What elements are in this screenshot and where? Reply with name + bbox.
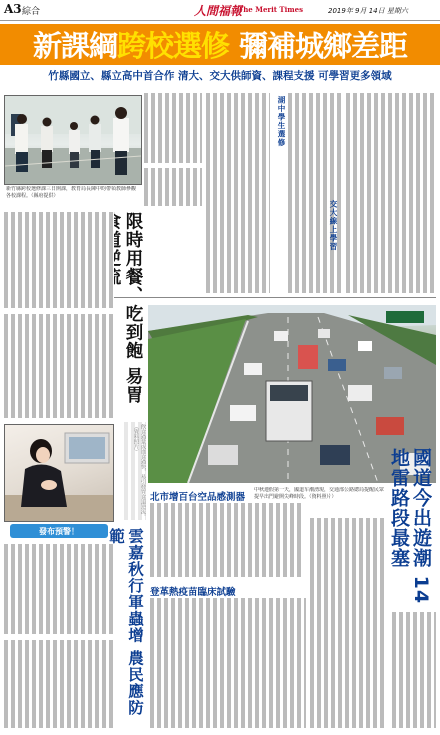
lead-body-text: [346, 93, 436, 293]
dengue-body-text: [150, 598, 306, 728]
bug-label-text: 發布預警！: [39, 527, 79, 536]
air-headline: 北市增百台空品感測器: [150, 492, 246, 503]
food-side-text: [124, 422, 146, 520]
lead-headline: [0, 24, 440, 65]
lead-body-text: [144, 93, 202, 163]
headline-part2: 跨校選修: [116, 29, 229, 63]
section-code: A3: [4, 2, 22, 16]
traffic-body-text: [392, 612, 436, 728]
section-name: 綜合: [22, 7, 41, 17]
woman-photo: [4, 424, 114, 522]
air-body-text: [150, 503, 304, 577]
dengue-headline: 登革熱疫苗臨床試驗: [150, 587, 236, 598]
lead-side-head: 交大線上學習: [329, 200, 338, 251]
newspaper-logo-en: The Merit Times: [238, 5, 304, 14]
traffic-body-text: [310, 518, 386, 728]
bug-body-text: [4, 640, 114, 728]
bug-headline: 雲嘉秋行軍蟲增 農民應防範: [107, 528, 144, 716]
woman-photo-caption: 飲食過量或進食過快，易引發胃食道逆流。（資料照片）: [133, 424, 146, 519]
food-body-text: [4, 212, 114, 308]
headline-part3: 彌補城鄉差距: [239, 29, 408, 63]
newspaper-logo: 人間福報: [194, 4, 243, 18]
traffic-headline: 國道今出遊潮 14地雷路段最塞: [388, 448, 432, 605]
school-photo-image: [5, 96, 141, 184]
woman-photo-image: [5, 425, 113, 521]
food-body-text: [4, 314, 114, 418]
issue-date: 2019年 9月 14日 星期六: [328, 7, 408, 15]
traffic-photo-caption: 中秋連假第一天，國道车潮湧現，交通部公路總局提醒民眾提早出門避開尖峰時段。（資料照片）: [254, 487, 385, 500]
food-headline: 限時用餐、吃到飽 易胃: [123, 212, 143, 405]
school-photo: [4, 95, 142, 185]
lead-body-text: [144, 168, 202, 206]
lead-body-text: [206, 93, 270, 293]
bug-body-text: [4, 544, 114, 634]
lead-subheadline: 竹縣國立、縣立高中首合作 清大、交大供師資、課程支援 可學習更多領域: [48, 70, 392, 82]
headline-part1: 新課綱: [32, 29, 117, 63]
school-photo-caption: 新竹縣跨校選修課三日開課，教育局長陳中昀帶領教師參觀各校課程。（縣府提供）: [6, 186, 137, 199]
lead-side-head: 湖中學生選修: [277, 96, 286, 147]
